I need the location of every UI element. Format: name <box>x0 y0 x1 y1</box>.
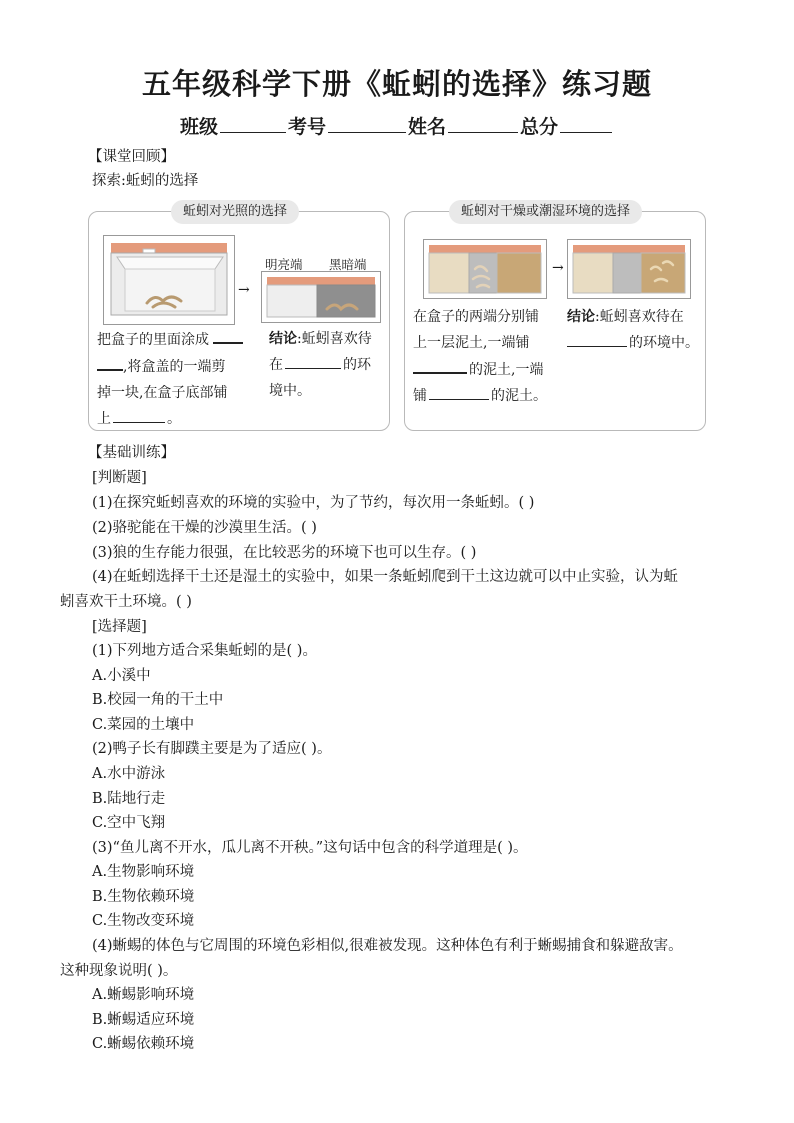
moisture-conclusion-label: 结论 <box>567 309 595 325</box>
score-label: 总分 <box>520 116 559 138</box>
name-label: 姓名 <box>408 116 447 138</box>
light-conclusion-text: 结论:蚯蚓喜欢待 在 的环 境中。 <box>269 331 372 399</box>
choice-option: C.菜园的土壤中 <box>92 717 195 733</box>
judge-heading: [判断题] <box>92 470 147 486</box>
light-choice-panel <box>88 204 390 431</box>
moisture-panel-tag: 蚯蚓对干燥或潮湿环境的选择 <box>449 200 642 224</box>
moisture-box-setup-illustration <box>423 239 547 299</box>
moisture-blank-conclusion[interactable] <box>567 330 627 347</box>
choice-question: (2)鸭子长有脚蹼主要是为了适应( )。 <box>92 741 332 757</box>
name-blank[interactable] <box>448 114 518 133</box>
light-panel-tag: 蚯蚓对光照的选择 <box>171 200 299 224</box>
light-blank-conclusion[interactable] <box>285 352 341 369</box>
choice-question-cont: 这种现象说明( )。 <box>60 963 178 979</box>
light-blank-bottom[interactable] <box>113 406 165 423</box>
choice-option: A.蜥蜴影响环境 <box>92 987 195 1003</box>
judge-item: (4)在蚯蚓选择干土还是湿土的实验中，如果一条蚯蚓爬到干土这边就可以中止实验，认为蚯 <box>92 569 679 585</box>
light-blank-color[interactable] <box>213 326 243 344</box>
choice-option: A.小溪中 <box>92 668 151 684</box>
basic-heading: 【基础训练】 <box>88 445 175 461</box>
dark-end-label: 黑暗端 <box>329 257 367 272</box>
review-heading: 【课堂回顾】 <box>88 149 175 165</box>
exam-number-label: 考号 <box>287 116 326 138</box>
student-info-line <box>0 112 794 139</box>
light-box-result-illustration <box>261 271 381 323</box>
choice-option: A.生物影响环境 <box>92 864 195 880</box>
bright-end-label: 明亮端 <box>265 257 303 272</box>
moisture-conclusion-text: 结论:蚯蚓喜欢待在 的环境中。 <box>567 309 699 351</box>
choice-option: B.校园一角的干土中 <box>92 692 224 708</box>
choice-question: (4)蜥蜴的体色与它周围的环境色彩相似,很难被发现。这种体色有利于蜥蜴捕食和躲避敌害。 <box>92 938 683 954</box>
arrow-icon: → <box>552 260 564 276</box>
choice-option: B.陆地行走 <box>92 791 166 807</box>
light-box-open-illustration <box>103 235 235 325</box>
light-blank-color-cont[interactable] <box>97 353 123 371</box>
class-blank[interactable] <box>220 114 286 133</box>
moisture-blank-1[interactable] <box>413 356 467 374</box>
choice-question: (1)下列地方适合采集蚯蚓的是( )。 <box>92 643 317 659</box>
arrow-icon: → <box>238 282 250 298</box>
choice-option: B.生物依赖环境 <box>92 889 195 905</box>
moisture-box-result-illustration <box>567 239 691 299</box>
class-label: 班级 <box>179 116 218 138</box>
choice-option: B.蜥蜴适应环境 <box>92 1012 195 1028</box>
judge-item: (1)在探究蚯蚓喜欢的环境的实验中，为了节约，每次用一条蚯蚓。( ) <box>92 495 535 511</box>
moisture-choice-panel <box>404 204 706 431</box>
judge-item-cont: 蚓喜欢干土环境。( ) <box>60 594 192 610</box>
choice-heading: [选择题] <box>92 619 147 635</box>
light-left-text: 把盒子的里面涂成 ,将盒盖的一端剪 掉一块,在盒子底部铺 上 。 <box>97 326 243 432</box>
choice-option: A.水中游泳 <box>92 766 166 782</box>
judge-item: (3)狼的生存能力很强，在比较恶劣的环境下也可以生存。( ) <box>92 545 477 561</box>
light-conclusion-label: 结论 <box>269 331 297 347</box>
moisture-blank-2[interactable] <box>429 383 489 400</box>
choice-question: (3)“鱼儿离不开水，瓜儿离不开秧。”这句话中包含的科学道理是( )。 <box>92 840 528 856</box>
judge-item: (2)骆驼能在干燥的沙漠里生活。( ) <box>92 520 317 536</box>
explore-line: 探索:蚯蚓的选择 <box>92 173 199 189</box>
choice-option: C.生物改变环境 <box>92 913 195 929</box>
page-title: 五年级科学下册《蚯蚓的选择》练习题 <box>141 67 652 101</box>
exam-number-blank[interactable] <box>328 114 406 133</box>
choice-option: C.蜥蜴依赖环境 <box>92 1036 195 1052</box>
moisture-left-text: 在盒子的两端分别铺 上一层泥土,一端铺 的泥土,一端 铺 的泥土。 <box>413 309 547 404</box>
choice-option: C.空中飞翔 <box>92 815 166 831</box>
score-blank[interactable] <box>560 114 612 133</box>
